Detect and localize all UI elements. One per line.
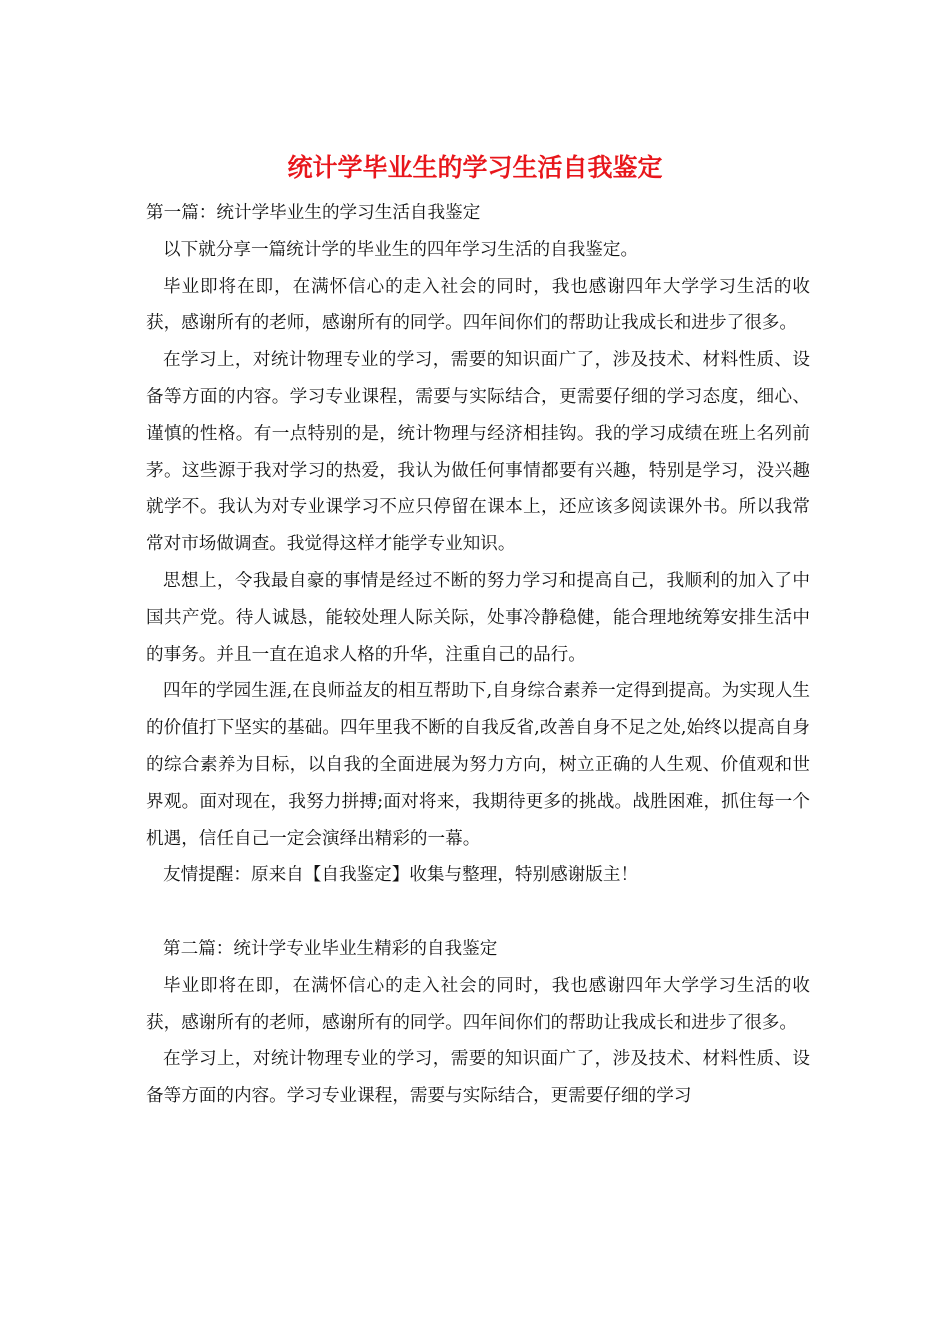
section-2-heading: 第二篇：统计学专业毕业生精彩的自我鉴定 xyxy=(163,938,498,959)
section-2-paragraph-1: 毕业即将在即，在满怀信心的走入社会的同时，我也感谢四年大学学习生活的收获，感谢所有的老师，感谢所有的同学。四年间你们的帮助让我成长和进步了很多。 xyxy=(146,975,810,1033)
section-1-reminder: 友情提醒：原来自【自我鉴定】收集与整理，特别感谢版主！ xyxy=(163,865,639,886)
document-title: 统计学毕业生的学习生活自我鉴定 xyxy=(287,153,663,182)
section-1-paragraph-4: 思想上，令我最自豪的事情是经过不断的努力学习和提高自己，我顺利的加入了中国共产党。待人诚恳，能较处理人际关际，处事冷静稳健，能合理地统筹安排生活中的事务。并且一直在追求人格的升华，注重自己的品行。 xyxy=(146,570,810,665)
section-1-heading: 第一篇：统计学毕业生的学习生活自我鉴定 xyxy=(146,203,481,223)
section-1-paragraph-2: 毕业即将在即，在满怀信心的走入社会的同时，我也感谢四年大学学习生活的收获，感谢所有的老师，感谢所有的同学。四年间你们的帮助让我成长和进步了很多。 xyxy=(146,276,810,334)
section-1-paragraph-5: 四年的学园生涯,在良师益友的相互帮助下,自身综合素养一定得到提高。为实现人生的价值打下坚实的基础。四年里我不断的自我反省,改善自身不足之处,始终以提高自身的综合素养为目标，以自我的全面进展为努力方向，树立正确的人生观、价值观和世界观。面对现在，我努力拼搏;面对将来，我期待更多的挑战。战胜困难，抓住每一个机遇，信任自己一定会演绎出精彩的一幕。 xyxy=(146,681,810,849)
document-body xyxy=(146,195,810,1115)
section-spacer xyxy=(146,894,810,931)
section-1-paragraph-1: 以下就分享一篇统计学的毕业生的四年学习生活的自我鉴定。 xyxy=(163,239,639,260)
section-1-paragraph-3: 在学习上，对统计物理专业的学习，需要的知识面广了，涉及技术、材料性质、设备等方面的内容。学习专业课程，需要与实际结合，更需要仔细的学习态度，细心、谨慎的性格。有一点特别的是，统计物理与经济相挂钩。我的学习成绩在班上名列前茅。这些源于我对学习的热爱，我认为做任何事情都要有兴趣，特别是学习，没兴趣就学不。我认为对专业课学习不应只停留在课本上，还应该多阅读课外书。所以我常常对市场做调查。我觉得这样才能学专业知识。 xyxy=(146,350,810,555)
section-2-paragraph-2: 在学习上，对统计物理专业的学习，需要的知识面广了，涉及技术、材料性质、设备等方面的内容。学习专业课程，需要与实际结合，更需要仔细的学习 xyxy=(146,1049,810,1107)
